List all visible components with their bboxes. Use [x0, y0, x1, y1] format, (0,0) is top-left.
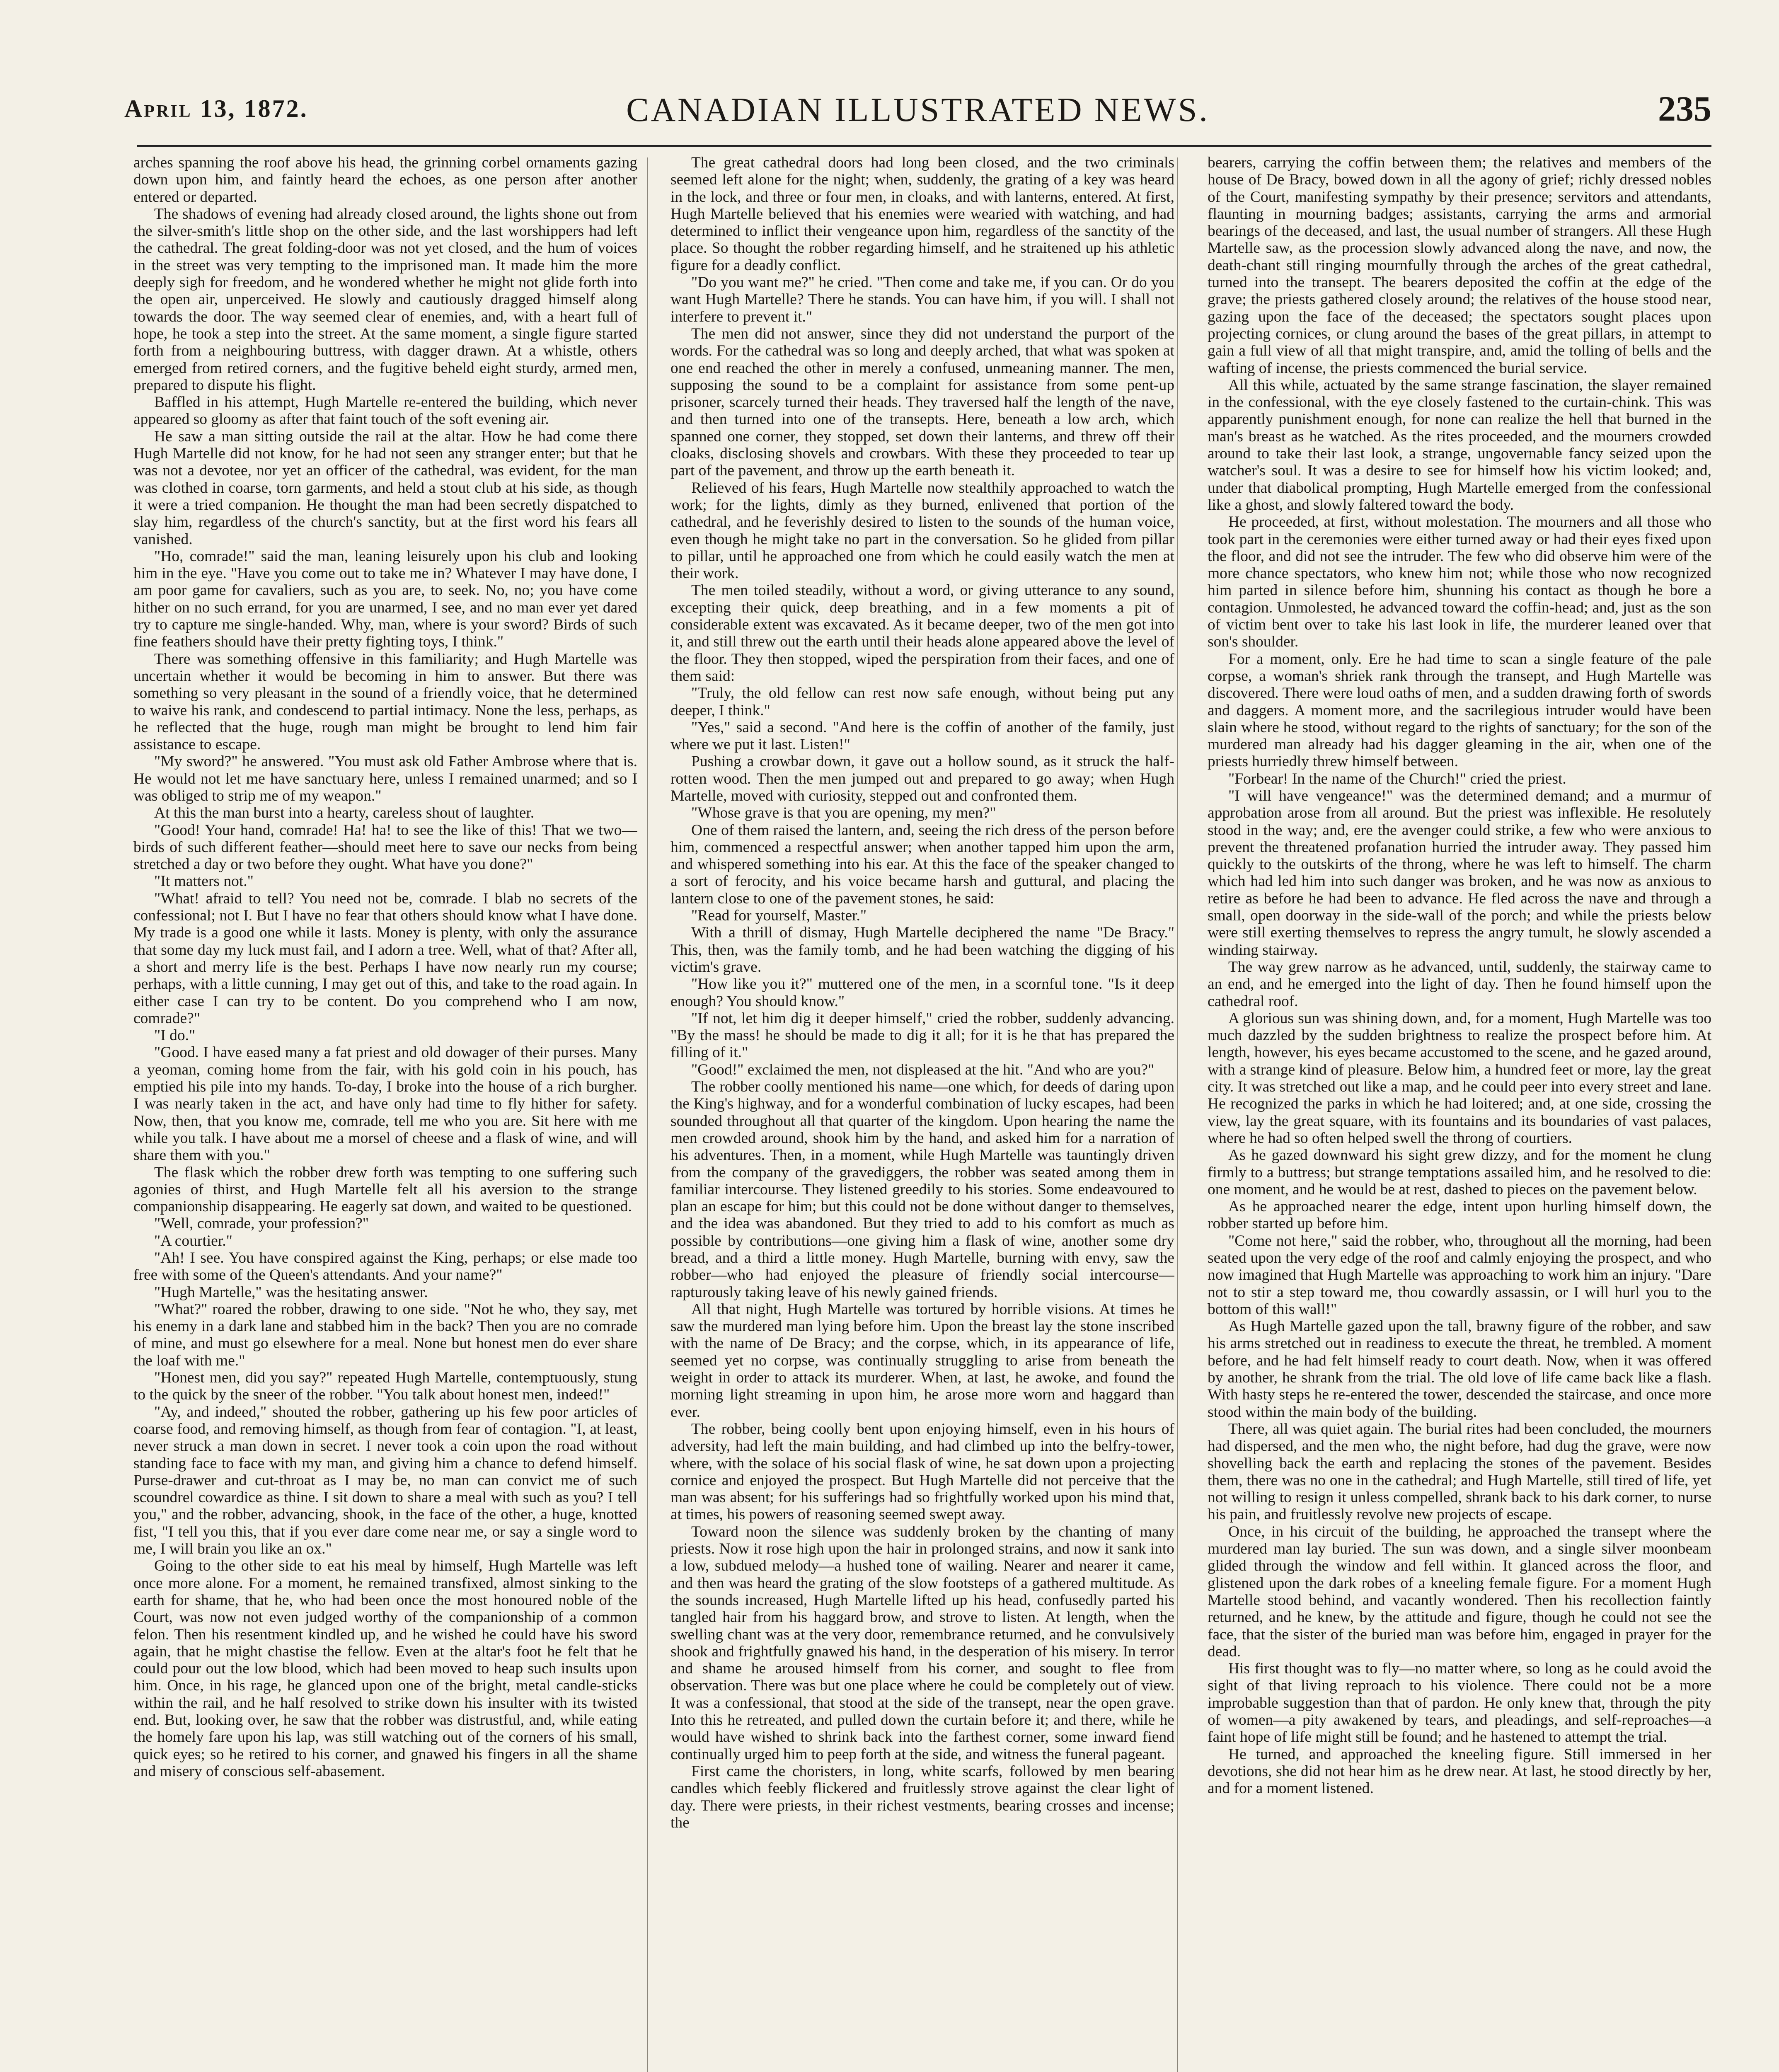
paragraph: "My sword?" he answered. "You must ask old Father Ambrose where that is. He would not let me have sanctuary here, unless I remained unarmed; and so I was obliged to strip me of my weapon." [133, 753, 637, 804]
paragraph: As he gazed downward his sight grew dizzy, and for the moment he clung firmly to a buttress; but strange temptations assailed him, and he resolved to die: one moment, and he would be at rest, dashed to pieces on the pavement below. [1208, 1147, 1711, 1198]
page-number: 235 [1658, 89, 1711, 128]
paragraph: The men did not answer, since they did not understand the purport of the words. For the cathedral was so long and deeply arched, that what was spoken at one end reached the other in merely a confused, unmeaning manner. The men, supposing the sound to be a complaint for assistance from some pent-up prisoner, scarcely turned their heads. They traversed half the length of the nave, and then turned into one of the transepts. Here, beneath a low arch, which spanned one corner, they stopped, set down their lanterns, and threw off their cloaks, disclosing shovels and crowbars. With these they proceeded to tear up part of the pavement, and throw up the earth beneath it. [670, 325, 1174, 479]
paragraph: "I will have vengeance!" was the determined demand; and a murmur of approbation arose from all around. But the priest was inflexible. He resolutely stood in the way; and, ere the avenger could strike, a few who were anxious to prevent the threatened profanation hurried the intruder away. They passed him quickly to the outskirts of the throng, where he was left to himself. The charm which had led him into such danger was broken, and he was now as anxious to retire as before he had been to advance. He fled across the nave and through a small, open doorway in the side-wall of the porch; and while the priests below were still exerting themselves to repress the angry tumult, he slowly ascended a winding stairway. [1208, 787, 1711, 959]
paragraph: "Come not here," said the robber, who, throughout all the morning, had been seated upon the very edge of the roof and calmly enjoying the prospect, and who now imagined that Hugh Martelle was approaching to work him an injury. "Dare not to stir a step toward me, thou cowardly assassin, or I will hurl you to the bottom of this wall!" [1208, 1232, 1711, 1318]
paragraph: The robber, being coolly bent upon enjoying himself, even in his hours of adversity, had left the main building, and had climbed up into the belfry-tower, where, with the solace of his social flask of wine, he sat down upon a projecting cornice and enjoyed the prospect. But Hugh Martelle did not perceive that the man was absent; for his sufferings had so frightfully worked upon his mind that, at times, his powers of reasoning seemed swept away. [670, 1420, 1174, 1523]
paragraph: Relieved of his fears, Hugh Martelle now stealthily approached to watch the work; for the lights, dimly as they burned, enlivened that portion of the cathedral, and he feverishly desired to listen to the sounds of the human voice, even though he might take no part in the conversation. So he glided from pillar to pillar, until he approached one from which he could easily watch the men at their work. [670, 479, 1174, 582]
paragraph: Toward noon the silence was suddenly broken by the chanting of many priests. Now it rose high upon the hair in prolonged strains, and now it sank into a low, subdued melody—a hushed tone of wailing. Nearer and nearer it came, and then was heard the grating of the slow footsteps of a gathered multitude. As the sounds increased, Hugh Martelle lifted up his head, confusedly parted his tangled hair from his haggard brow, and strove to listen. At length, when the swelling chant was at the very door, remembrance returned, and he convulsively shook and frightfully gnawed his hand, in the desperation of his misery. In terror and shame he aroused himself from his corner, and sought to flee from observation. There was but one place where he could be completely out of view. It was a confessional, that stood at the side of the transept, near the open grave. Into this he retreated, and pulled down the curtain before it; and there, while he would have wished to shrink back into the farthest corner, some inward fiend continually urged him to peep forth at the side, and witness the funeral pageant. [670, 1523, 1174, 1763]
paragraph: "How like you it?" muttered one of the men, in a scornful tone. "Is it deep enough? You should know." [670, 975, 1174, 1010]
paragraph: He saw a man sitting outside the rail at the altar. How he had come there Hugh Martelle did not know, for he had not seen any stranger enter; but that he was not a devotee, nor yet an officer of the cathedral, was evident, for the man was clothed in coarse, torn garments, and held a stout club at his side, as though it were a tried companion. He thought the man had been secretly dispatched to slay him, regardless of the church's sanctity, but at the first word his fears all vanished. [133, 428, 637, 548]
paragraph: "Read for yourself, Master." [691, 907, 867, 925]
paragraph: As he approached nearer the edge, intent upon hurling himself down, the robber started up before him. [1208, 1198, 1711, 1232]
paragraph: The shadows of evening had already closed around, the lights shone out from the silver-smith's little shop on the other side, and the last worshippers had left the cathedral. The great folding-door was not yet closed, and the hum of voices in the street was very tempting to the imprisoned man. It made him the more deeply sigh for freedom, and he wondered whether he might not glide forth into the open air, unperceived. He slowly and cautiously dragged himself along towards the door. The way seemed clear of enemies, and, with a heart full of hope, he took a step into the street. At the same moment, a single figure started forth from a neighbouring buttress, with dagger drawn. At a whistle, others emerged from retired corners, and the fugitive beheld eight sturdy, armed men, prepared to dispute his flight. [133, 205, 637, 394]
paragraph: First came the choristers, in long, white scarfs, followed by men bearing candles which feebly flickered and fruitlessly strove against the clear light of day. There were priests, in their richest vestments, bearing crosses and incense; the [670, 1762, 1174, 1831]
paragraph: The robber coolly mentioned his name—one which, for deeds of daring upon the King's highway, and for a wonderful combination of lucky escapes, had been sounded throughout all that quarter of the kingdom. Upon hearing the name the men crowded around, shook him by the hand, and asked him for a narration of his adventures. Then, in a moment, while Hugh Martelle was tauntingly driven from the company of the gravediggers, the robber was seated among them in familiar intercourse. They listened greedily to his stories. Some endeavoured to plan an escape for him; but this could not be done without danger to themselves, and the idea was abandoned. But they tried to add to his comfort as much as possible by contributions—one giving him a flask of wine, another some dry bread, and a third a little money. Hugh Martelle, burning with envy, saw the robber—who had enjoyed the pleasure of friendly social intercourse—rapturously taking leave of his newly gained friends. [670, 1078, 1174, 1301]
paragraph: All that night, Hugh Martelle was tortured by horrible visions. At times he saw the murdered man lying before him. Upon the breast lay the stone inscribed with the name of De Bracy; and the corpse, which, in its appearance of life, seemed yet no corpse, was continually struggling to arise from beneath the weight in order to attack its murderer. When, at last, he awoke, and found the morning light streaming in upon him, he arose more worn and haggard than ever. [670, 1300, 1174, 1421]
paragraph: "Good! Your hand, comrade! Ha! ha! to see the like of this! That we two—birds of such different feather—should meet here to save our necks from being stretched a day or two before they ought. What have you done?" [133, 821, 637, 873]
paragraph: Once, in his circuit of the building, he approached the transept where the murdered man lay buried. The sun was down, and a single silver moonbeam glided through the window and fell within. It glanced across the floor, and glistened upon the dark robes of a kneeling female figure. For a moment Hugh Martelle stood behind, and vacantly wondered. Then his recollection faintly returned, and he knew, by the attitude and figure, though he could not see the face, that the sister of the buried man was before him, engaged in prayer for the dead. [1208, 1523, 1711, 1660]
paragraph: "Honest men, did you say?" repeated Hugh Martelle, contemptuously, stung to the quick by the sneer of the robber. "You talk about honest men, indeed!" [133, 1369, 637, 1404]
paragraph: "Ho, comrade!" said the man, leaning leisurely upon his club and looking him in the eye. "Have you come out to take me in? Whatever I may have done, I am poor game for cavaliers, such as you are, to seek. No, no; you have come hither on no such errand, for you are unarmed, I see, and no man ever yet dared try to capture me single-handed. Why, man, where is your sword? Birds of such fine feathers should have their pretty fighting toys, I think." [133, 547, 637, 651]
paragraph: "Ah! I see. You have conspired against the King, perhaps; or else made too free with some of the Queen's attendants. And your name?" [133, 1249, 637, 1284]
paragraph: "Do you want me?" he cried. "Then come and take me, if you can. Or do you want Hugh Martelle? There he stands. You can have him, if you will. I shall not interfere to prevent it." [670, 274, 1174, 325]
paragraph: For a moment, only. Ere he had time to scan a single feature of the pale corpse, a woman's shriek rank through the transept, and Hugh Martelle was discovered. There were loud oaths of men, and a sudden drawing forth of swords and daggers. A moment more, and the sacrilegious intruder would have been slain where he stood, without regard to the rights of sanctuary; for the son of the murdered man already had his dagger gleaming in the air, when one of the priests hurriedly threw himself between. [1208, 650, 1711, 770]
paragraph: "I do." [154, 1027, 196, 1044]
column-left [133, 154, 637, 2072]
paragraph: With a thrill of dismay, Hugh Martelle deciphered the name "De Bracy." This, then, was the family tomb, and he had been watching the digging of his victim's grave. [670, 924, 1174, 975]
paragraph: The great cathedral doors had long been closed, and the two criminals seemed left alone for the night; when, suddenly, the grating of a key was heard in the lock, and three or four men, in cloaks, and with lanterns, entered. At first, Hugh Martelle believed that his enemies were wearied with watching, and had determined to inflict their vengeance upon him, regardless of the sanctity of the place. So thought the robber regarding himself, and he straitened up his athletic figure for a deadly conflict. [670, 154, 1174, 274]
paragraph: As Hugh Martelle gazed upon the tall, brawny figure of the robber, and saw his arms stretched out in readiness to execute the threat, he trembled. A moment before, and he had felt himself ready to court death. Now, when it was offered by another, he shrank from the trial. The old love of life came back like a flash. With hasty steps he re-entered the tower, descended the staircase, and once more stood within the main body of the building. [1208, 1318, 1711, 1421]
paragraph: "Whose grave is that you are opening, my men?" [691, 804, 996, 822]
paragraph: His first thought was to fly—no matter where, so long as he could avoid the sight of that living reproach to his violence. There could not be a more improbable suggestion than that of pardon. He only knew that, through the pity of women—a pity awakened by tears, and pleadings, and self-reproaches—a faint hope of life might still be found; and he hastened to attempt the trial. [1208, 1660, 1711, 1746]
paragraph: "What?" roared the robber, drawing to one side. "Not he who, they say, met his enemy in a dark lane and stabbed him in the back? Then you are no comrade of mine, and must go elsewhere for a meal. None but honest men do ever share the loaf with me." [133, 1300, 637, 1369]
paragraph: The flask which the robber drew forth was tempting to one suffering such agonies of thirst, and Hugh Martelle felt all his aversion to the strange companionship disappearing. He eagerly sat down, and waited to be questioned. [133, 1164, 637, 1215]
column-right [1208, 154, 1711, 2072]
paragraph: A glorious sun was shining down, and, for a moment, Hugh Martelle was too much dazzled by the sudden brightness to realize the prospect before him. At length, however, his eyes became accustomed to the scene, and he gazed around, with a strange kind of pleasure. Below him, a hundred feet or more, lay the great city. It was stretched out like a map, and he could peer into every street and lane. He recognized the parks in which he had loitered; and, at one side, crossing the view, lay the great square, with its fountains and its boundaries of vast palaces, where he had so often helped swell the throng of courtiers. [1208, 1009, 1711, 1147]
paragraph: There, all was quiet again. The burial rites had been concluded, the mourners had dispersed, and the men who, the night before, had dug the grave, were now shovelling back the earth and replacing the stones of the pavement. Besides them, there was no one in the cathedral; and Hugh Martelle, still tired of life, yet not willing to resign it unless compelled, shrank back to his dark corner, to nurse his pain, and fruitlessly revolve new projects of escape. [1208, 1420, 1711, 1523]
paragraph: At this the man burst into a hearty, careless shout of laughter. [154, 804, 535, 822]
paragraph: "Forbear! In the name of the Church!" cried the priest. [1228, 770, 1566, 787]
column-divider [647, 157, 648, 2072]
paragraph: "It matters not." [154, 873, 254, 890]
paragraph: "If not, let him dig it deeper himself," cried the robber, suddenly advancing. "By the mass! he should be made to dig it all; for it is he that has prepared the filling of it." [670, 1009, 1174, 1061]
paragraph: "A courtier." [154, 1232, 232, 1249]
paragraph: "Well, comrade, your profession?" [154, 1215, 369, 1232]
paragraph: One of them raised the lantern, and, seeing the rich dress of the person before him, commenced a respectful answer; when another tapped him upon the arm, and whispered something into his ear. At this the face of the speaker changed to a sort of ferocity, and his voice became harsh and guttural, and placing the lantern close to one of the pavement stones, he said: [670, 821, 1174, 907]
issue-date: April 13, 1872. [124, 95, 308, 122]
paragraph: Baffled in his attempt, Hugh Martelle re-entered the building, which never appeared so gloomy as after that faint touch of the soft evening air. [133, 394, 637, 428]
article-columns [133, 154, 1711, 2072]
publication-title: CANADIAN ILLUSTRATED NEWS. [626, 91, 1210, 128]
paragraph: He proceeded, at first, without molestation. The mourners and all those who took part in the ceremonies were either turned away or had their eyes fixed upon the floor, and did not see the intruder. The few who did observe him were of the more chance spectators, who knew him not; while those who now recognized him parted in silence before him, shunning his contact as though he bore a contagion. Unmolested, he advanced toward the coffin-head; and, just as the son of victim bent over to take his last look in life, the murderer leaned over that son's shoulder. [1208, 513, 1711, 651]
paragraph: "Good. I have eased many a fat priest and old dowager of their purses. Many a yeoman, coming home from the fair, with his gold coin in his pouch, has emptied his pile into my hands. To-day, I broke into the house of a rich burgher. I was nearly taken in the act, and have only had time to fly hither for safety. Now, then, that you know me, comrade, tell me who you are. Sit here with me while you talk. I have about me a morsel of cheese and a flask of wine, and will share them with you." [133, 1044, 637, 1164]
paragraph: The men toiled steadily, without a word, or giving utterance to any sound, excepting their quick, deep breathing, and in a few moments a pit of considerable extent was excavated. As it became deeper, two of the men got into it, and still threw out the earth until their heads alone appeared above the level of the floor. They then stopped, wiped the perspiration from their faces, and one of them said: [670, 582, 1174, 685]
paragraph: Pushing a crowbar down, it gave out a hollow sound, as it struck the half-rotten wood. Then the men jumped out and prepared to go away; when Hugh Martelle, moved with curiosity, stepped out and confronted them. [670, 753, 1174, 804]
paragraph: Going to the other side to eat his meal by himself, Hugh Martelle was left once more alone. For a moment, he remained transfixed, almost sinking to the earth for shame, that he, who had been once the most honoured noble of the Court, was now not even judged worthy of the companionship of a common felon. Then his resentment kindled up, and he wished he could have his sword again, that he might chastise the fellow. Even at the altar's foot he felt that he could pour out the low blood, which had been moved to heap such insults upon him. Once, in his rage, he glanced upon one of the bright, metal candle-sticks within the rail, and he half resolved to strike down his insulter with its twisted end. But, looking over, he saw that the robber was distrustful, and, while eating the homely fare upon his lap, was still watching out of the corners of his small, quick eyes; so he retired to his corner, and gnawed his fingers in all the shame and misery of conscious self-abasement. [133, 1557, 637, 1780]
paragraph: "Truly, the old fellow can rest now safe enough, without being put any deeper, I think." [670, 685, 1174, 719]
paragraph: There was something offensive in this familiarity; and Hugh Martelle was uncertain whether it would be becoming in him to answer. But there was something so very pleasant in the sound of a friendly voice, that he determined to waive his rank, and condescend to partial intimacy. None the less, perhaps, as he reflected that the huge, rough man might be brought to lend him fair assistance to escape. [133, 650, 637, 753]
masthead-rule [137, 145, 1711, 147]
paragraph: "Good!" exclaimed the men, not displeased at the hit. "And who are you?" [691, 1061, 1155, 1078]
paragraph: arches spanning the roof above his head, the grinning corbel ornaments gazing down upon him, and faintly heard the echoes, as one person after another entered or departed. [133, 154, 637, 206]
paragraph: "Yes," said a second. "And here is the coffin of another of the family, just where we put it last. Listen!" [670, 719, 1174, 753]
column-divider [1177, 157, 1178, 2072]
paragraph: The way grew narrow as he advanced, until, suddenly, the stairway came to an end, and he emerged into the light of day. Then he found himself upon the cathedral roof. [1208, 958, 1711, 1010]
masthead [124, 83, 1711, 145]
paragraph: bearers, carrying the coffin between them; the relatives and members of the house of De Bracy, bowed down in all the agony of grief; richly dressed nobles of the Court, manifesting sympathy by their presence; servitors and attendants, flaunting in mourning badges; assistants, carrying the arms and armorial bearings of the deceased, and last, the usual number of strangers. All these Hugh Martelle saw, as the procession slowly advanced along the nave, and now, the death-chant still ringing mournfully through the arches of the great cathedral, turned into the transept. The bearers deposited the coffin at the edge of the grave; the priests gathered closely around; the relatives of the house stood near, gazing upon the face of the deceased; the spectators sought places upon projecting cornices, or clung around the bases of the great pillars, in attempt to gain a full view of all that might transpire, and, amid the tolling of bells and the wafting of incense, the priests commenced the burial service. [1208, 154, 1711, 377]
column-middle [670, 154, 1174, 2072]
paragraph: "What! afraid to tell? You need not be, comrade. I blab no secrets of the confessional; not I. But I have no fear that others should know what I have done. My trade is a good one while it lasts. Money is plenty, with only the assurance that some day my luck must fail, and I adorn a tree. Well, what of that? After all, a short and merry life is the best. Perhaps I have now nearly run my course; perhaps, with a little cunning, I may get out of this, and take to the road again. In either case I can try to be content. Do you comprehend who I am now, comrade?" [133, 890, 637, 1027]
paragraph: All this while, actuated by the same strange fascination, the slayer remained in the confessional, with the eye closely fastened to the curtain-chink. This was apparently punishment enough, for none can realize the hell that burned in the man's breast as he watched. As the rites proceeded, and the mourners crowded around to take their last look, a strange, ungovernable fancy seized upon the watcher's soul. It was a desire to see for himself how his victim looked; and, under that diabolical prompting, Hugh Martelle emerged from the confessional like a ghost, and slowly faltered toward the body. [1208, 376, 1711, 513]
paragraph: "Ay, and indeed," shouted the robber, gathering up his few poor articles of coarse food, and removing himself, as though from fear of contagion. "I, at least, never struck a man down in secret. I never took a coin upon the road without standing face to face with my man, and giving him a chance to defend himself. Purse-drawer and cut-throat as I may be, no man can convict me of such scoundrel cowardice as thine. I sit down to share a meal with such as you? I tell you," and the robber, advancing, shook, in the face of the other, a huge, knotted fist, "I tell you this, that if you ever dare come near me, or say a single word to me, I will brain you like an ox." [133, 1403, 637, 1558]
paragraph: He turned, and approached the kneeling figure. Still immersed in her devotions, she did not hear him as he drew near. At last, he stood directly by her, and for a moment listened. [1208, 1745, 1711, 1797]
paragraph: "Hugh Martelle," was the hesitating answer. [154, 1283, 428, 1301]
